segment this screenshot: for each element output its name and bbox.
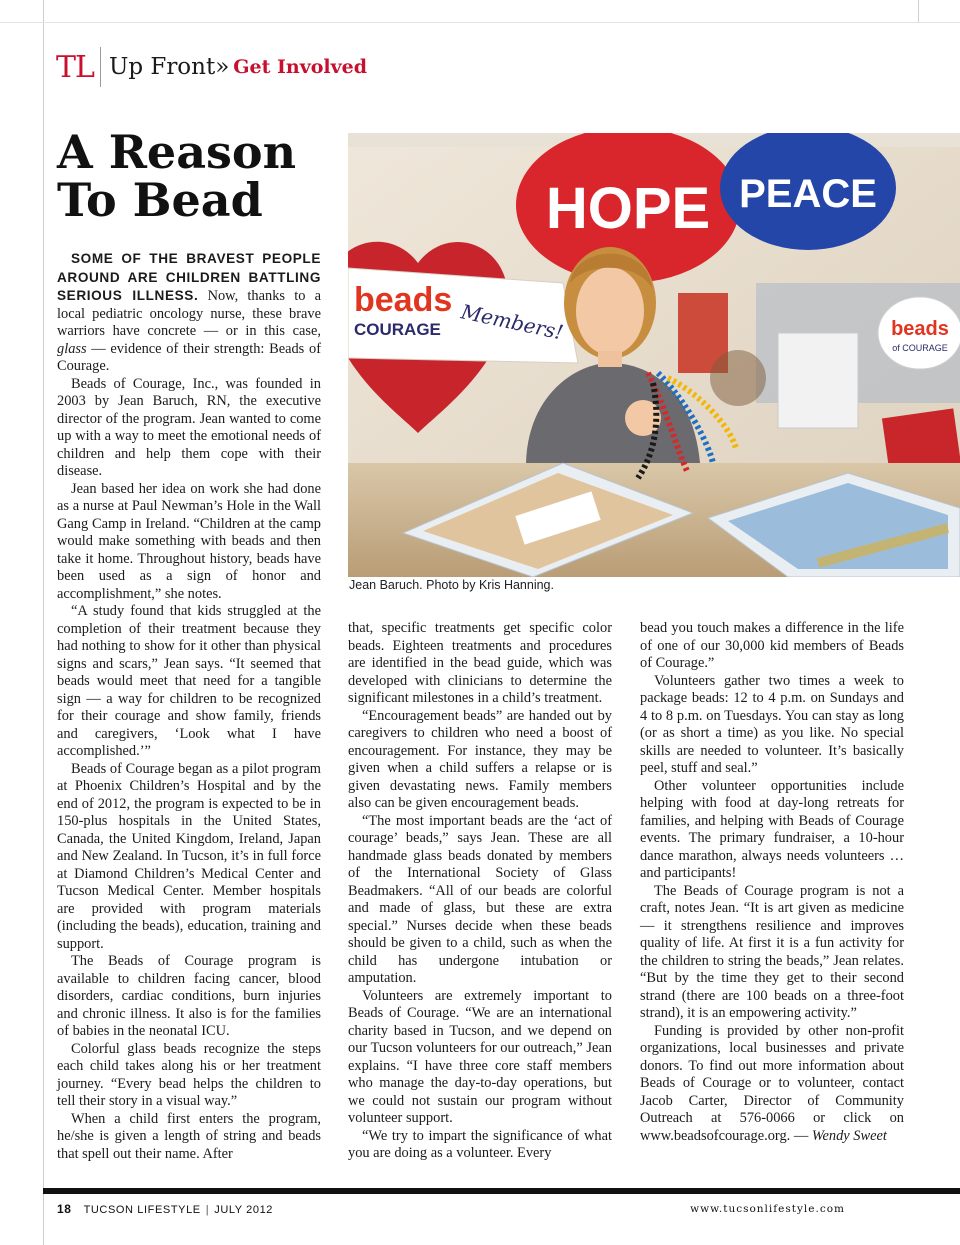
- lead-text-1: Now, thanks to a local pediatric oncology nurse, these brave warriors have concrete — or in this case,: [57, 288, 321, 339]
- photo-illustration: [348, 133, 960, 577]
- trim-guide-top: [0, 22, 960, 23]
- body-paragraph: “The most important beads are the ‘act of courage’ beads,” says Jean. These are all handmade glass beads donated by members of the International Society of Glass Beadmakers. “All of our beads are colorful and made of glass, but these are extra special.” Nurses decide when these beads should be given to a child, such as when the child has undergone intubation or amputation.: [348, 812, 612, 986]
- publication-name: TUCSON LIFESTYLE: [83, 1204, 201, 1216]
- body-paragraph: “Encouragement beads” are handed out by caregivers to children who need a boost of encouragement. For instance, they may be given when a child suffers a relapse or is given devastating news. Family members also can be given encouragement beads.: [348, 707, 612, 811]
- body-paragraph: Jean based her idea on work she had done as a nurse at Paul Newman’s Hole in the Wall Gang Camp in Ireland. “Children at the camp would make something with beads and then take it home. Throughout history, beads have been used as a sign of honor and accomplishment,” she notes.: [57, 480, 321, 602]
- article-column-3: [640, 620, 904, 1145]
- website-url: www.tucsonlifestyle.com: [690, 1203, 845, 1215]
- trim-guide-right: [918, 0, 919, 22]
- body-paragraph: bead you touch makes a difference in the life of one of our 30,000 kid members of Beads of Courage.”: [640, 620, 904, 671]
- body-paragraph: Other volunteer opportunities include helping with food at day-long retreats for families, and helping with Beads of Courage events. The primary fundraiser, a 10-hour dance marathon, always needs volunteers … and participants!: [640, 777, 904, 881]
- peace-text: PEACE: [739, 172, 877, 216]
- lead-italic: glass: [57, 340, 87, 357]
- disc-sub: of COURAGE: [892, 343, 948, 353]
- disc-brand: beads: [891, 318, 949, 340]
- body-paragraph: Beads of Courage, Inc., was founded in 2003 by Jean Baruch, RN, the executive director of the program. Jean wanted to come up with a way to meet the emotional needs of children and help them cope with their disease.: [57, 375, 321, 479]
- trim-guide-left: [43, 0, 44, 1245]
- page-number: 18: [57, 1202, 72, 1216]
- headline-line-1: A Reason: [57, 125, 297, 179]
- footer-rule: [43, 1188, 960, 1194]
- photo-caption: Jean Baruch. Photo by Kris Hanning.: [349, 578, 554, 592]
- issue-date: JULY 2012: [214, 1204, 274, 1216]
- lead-text-2: — evidence of their strength: Beads of Courage.: [57, 340, 321, 374]
- hope-text: HOPE: [545, 176, 711, 241]
- section-separator: »: [215, 54, 230, 80]
- body-paragraph: When a child first enters the program, he/she is given a length of string and beads that spell out their name. After: [57, 1110, 321, 1162]
- body-paragraph: that, specific treatments get specific color beads. Eighteen treatments and procedures are identified in the bead guide, which was developed with clinicians to determine the significant milestones in a child’s treatment.: [348, 620, 612, 706]
- beads-of-courage-banner: [348, 268, 578, 363]
- article-column-1: [57, 250, 321, 1163]
- body-paragraph: Colorful glass beads recognize the steps each child takes along his or her treatment journey. “Every bead helps the children to tell their story in a visual way.”: [57, 1040, 321, 1109]
- body-paragraph: Volunteers gather two times a week to package beads: 12 to 4 p.m. on Sundays and 4 to 8 p.m. on Tuesdays. You can stay as long (or as short a time) as you like. No special skills are needed to volunteer. It’s basically peel, stuff and seal.”: [640, 672, 904, 776]
- article-photo: [348, 133, 960, 577]
- section-title: Up Front: [108, 54, 216, 80]
- body-paragraph: Volunteers are extremely important to Beads of Courage. “We are an international charity based in Tucson, and we depend on our Tucson volunteers for our outreach,” Jean explains. “I have three core staff members who manage the day-to-day operations, but we could not sustain our program without volunteer support.: [348, 987, 612, 1126]
- banner-script: Members!: [458, 299, 566, 345]
- section-header: [56, 47, 367, 87]
- headline-line-2: To Bead: [57, 173, 263, 227]
- beads-logo-disc: [878, 297, 960, 369]
- closing-text: Funding is provided by other non-profit organizations, local businesses and private donors. To find out more information about Beads of Courage or to volunteer, contact Jacob Carter, Director of Community Outreach at 576-0066 or click on www.beadsofcourage.org. —: [640, 1022, 904, 1144]
- folio-separator: |: [205, 1204, 210, 1216]
- banner-brand: beads: [354, 281, 453, 319]
- closing-paragraph: [640, 1023, 904, 1146]
- subsection-title: Get Involved: [233, 56, 368, 78]
- body-paragraph: The Beads of Courage program is not a craft, notes Jean. “It is art given as medicine — it strengthens resilience and improves quality of life. At first it is a fun activity for the children to string the beads,” Jean relates. “But by the time they get to their second strand (there are 100 beads on a three-foot strand), it is an empowering activity.”: [640, 882, 904, 1021]
- lead-in-caps: SOME OF THE BRAVEST PEOPLE AROUND ARE CHILDREN BATTLING SERIOUS ILLNESS.: [57, 251, 321, 303]
- magazine-logo: TL: [56, 49, 94, 85]
- body-paragraph: “We try to impart the significance of what you are doing as a volunteer. Every: [348, 1127, 612, 1161]
- banner-courage: COURAGE: [354, 320, 441, 339]
- body-paragraph: The Beads of Courage program is available to children facing cancer, blood disorders, cardiac conditions, burn injuries and chronic illness. It also is for the families of babies in the neonatal ICU.: [57, 953, 321, 1039]
- author-signature: Wendy Sweet: [811, 1127, 887, 1144]
- lead-paragraph: [57, 250, 321, 376]
- folio: [57, 1202, 273, 1216]
- article-headline: [57, 125, 297, 227]
- body-paragraph: Beads of Courage began as a pilot program at Phoenix Children’s Hospital and by the end of 2012, the program is expected to be in 150-plus hospitals in the United States, Canada, the United Kingdom, Ireland, Japan and New Zealand. In Tucson, it’s in full force at Diamond Children’s Medical Center and Tucson Medical Center. Member hospitals are provided with program materials (including the beads), education, training and support.: [57, 760, 321, 952]
- header-divider: [100, 47, 101, 87]
- article-column-2: [348, 620, 612, 1163]
- body-paragraph: “A study found that kids struggled at the completion of their treatment because they had nothing to show for it other than physical signs and scars,” Jean says. “It seemed that beads would meet that need for a tangible sign — a way for children to be recognized for their courage and show family, friends and caregivers, ‘Look what I have accomplished.’”: [57, 603, 321, 759]
